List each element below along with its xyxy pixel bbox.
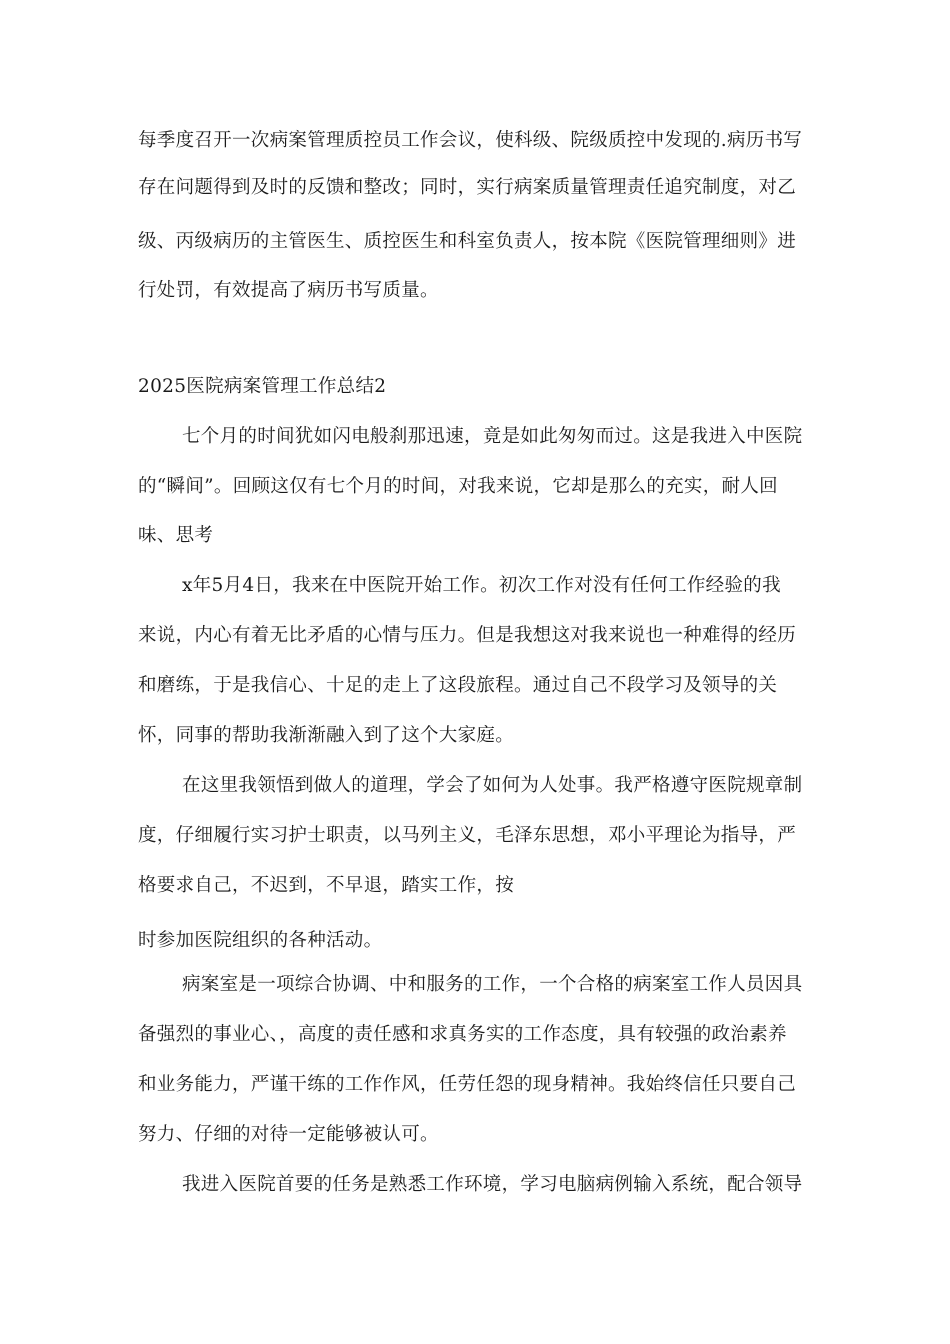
text-line: 时参加医院组织的各种活动。 xyxy=(138,930,383,951)
text-line: 怀，同事的帮助我渐渐融入到了这个大家庭。 xyxy=(138,725,515,746)
text-line: 备强烈的事业心、，高度的责任感和求真务实的工作态度，具有较强的政治素养 xyxy=(138,1024,787,1045)
text-line: 味、思考 xyxy=(138,525,214,546)
text-line: 和磨练，于是我信心、十足的走上了这段旅程。通过自己不段学习及领导的关 xyxy=(138,675,778,696)
section-heading: 2025医院病案管理工作总结2 xyxy=(138,376,387,397)
text-line: 的“瞬间”。回顾这仅有七个月的时间，对我来说，它却是那么的充实，耐人回 xyxy=(138,476,778,497)
text-line: 来说，内心有着无比矛盾的心情与压力。但是我想这对我来说也一种难得的经历 xyxy=(138,625,797,646)
text-line: 每季度召开一次病案管理质控员工作会议，使科级、院级质控中发现的.病历书写 xyxy=(138,130,803,151)
text-line: 努力、仔细的对待一定能够被认可。 xyxy=(138,1124,439,1145)
text-line: 格要求自己，不迟到，不早退，踏实工作，按 xyxy=(138,875,515,896)
text-line: 度，仔细履行实习护士职责，以马列主义，毛泽东思想，邓小平理论为指导，严 xyxy=(138,825,797,846)
text-line: x年5月4日，我来在中医院开始工作。初次工作对没有任何工作经验的我 xyxy=(182,575,781,596)
text-line: 七个月的时间犹如闪电般刹那迅速，竟是如此匆匆而过。这是我进入中医院 xyxy=(182,426,803,447)
text-line: 和业务能力，严谨干练的工作作风，任劳任怨的现身精神。我始终信任只要自己 xyxy=(138,1074,797,1095)
text-line: 行处罚，有效提高了病历书写质量。 xyxy=(138,280,439,301)
text-line: 我进入医院首要的任务是熟悉工作环境，学习电脑病例输入系统，配合领导 xyxy=(182,1174,803,1195)
text-line: 级、丙级病历的主管医生、质控医生和科室负责人，按本院《医院管理细则》进 xyxy=(138,231,797,252)
text-line: 存在问题得到及时的反馈和整改；同时，实行病案质量管理责任追究制度，对乙 xyxy=(138,177,797,198)
text-line: 病案室是一项综合协调、中和服务的工作，一个合格的病案室工作人员因具 xyxy=(182,974,803,995)
text-line: 在这里我领悟到做人的道理，学会了如何为人处事。我严格遵守医院规章制 xyxy=(182,775,803,796)
